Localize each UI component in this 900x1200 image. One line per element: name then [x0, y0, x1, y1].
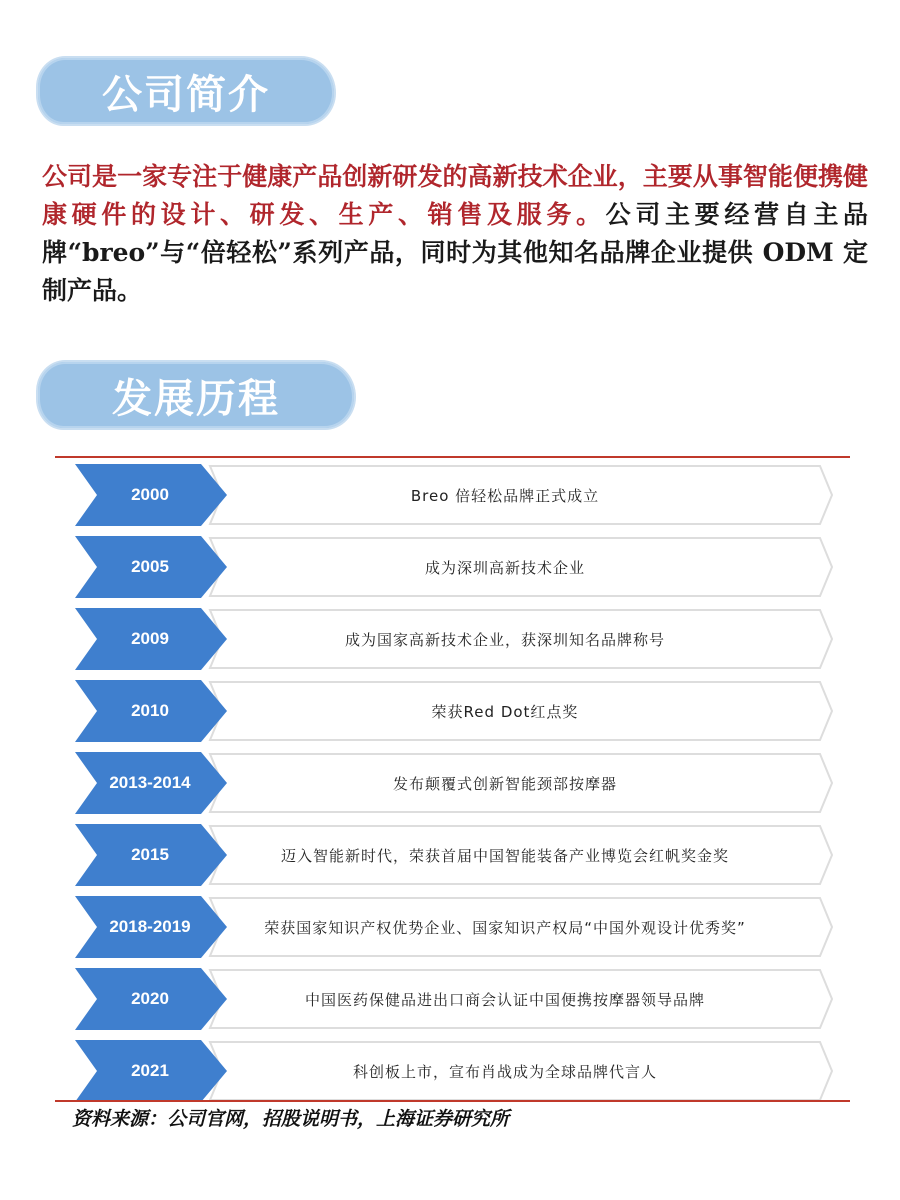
- section-title-text: 公司简介: [102, 70, 270, 118]
- intro-highlight-text: 公司是一家专注于健康产品创新研发的高新技术企业，主要从事智能便携健康硬件的设计、研发、生产、销售及服务。: [42, 162, 868, 229]
- timeline: [75, 462, 835, 1102]
- timeline-event: 中国医药保健品进出口商会认证中国便携按摩器领导品牌: [304, 990, 705, 1009]
- timeline-event: 成为深圳高新技术企业: [424, 558, 585, 577]
- timeline-year: 2015: [131, 845, 169, 864]
- timeline-year: 2021: [131, 1061, 169, 1080]
- timeline-year: 2018-2019: [109, 917, 191, 936]
- timeline-year: 2010: [131, 701, 169, 720]
- timeline-year: 2020: [131, 989, 169, 1008]
- timeline-row: [75, 752, 835, 814]
- timeline-event: 科创板上市，宣布肖战成为全球品牌代言人: [352, 1062, 657, 1081]
- timeline-row: [75, 608, 835, 670]
- timeline-event: Breo 倍轻松品牌正式成立: [410, 486, 600, 505]
- section-title-company-intro: [38, 58, 334, 124]
- timeline-year: 2013-2014: [109, 773, 191, 792]
- timeline-row: [75, 968, 835, 1030]
- divider-top: [55, 456, 850, 458]
- timeline-row: [75, 536, 835, 598]
- section-title-text: 发展历程: [112, 374, 280, 422]
- company-intro-paragraph: [42, 158, 868, 310]
- timeline-row: [75, 1040, 835, 1102]
- timeline-event: 成为国家高新技术企业，获深圳知名品牌称号: [344, 630, 665, 649]
- divider-bottom: [55, 1100, 850, 1102]
- timeline-year: 2005: [131, 557, 169, 576]
- timeline-event: 荣获国家知识产权优势企业、国家知识产权局“中国外观设计优秀奖”: [264, 918, 746, 937]
- timeline-event: 发布颠覆式创新智能颈部按摩器: [392, 774, 617, 793]
- timeline-event: 迈入智能新时代，荣获首届中国智能装备产业博览会红帆奖金奖: [280, 846, 729, 865]
- timeline-event: 荣获Red Dot红点奖: [431, 702, 579, 721]
- timeline-row: [75, 896, 835, 958]
- section-title-history: [38, 362, 354, 428]
- timeline-year: 2000: [131, 485, 169, 504]
- timeline-row: [75, 464, 835, 526]
- timeline-row: [75, 824, 835, 886]
- intro-body-text: 公司主要经营自主品牌“breo”与“倍轻松”系列产品，同时为其他知名品牌企业提供 ODM 定制产品。: [42, 200, 868, 305]
- source-note: 资料来源：公司官网，招股说明书，上海证券研究所: [72, 1108, 510, 1130]
- timeline-year: 2009: [131, 629, 169, 648]
- timeline-row: [75, 680, 835, 742]
